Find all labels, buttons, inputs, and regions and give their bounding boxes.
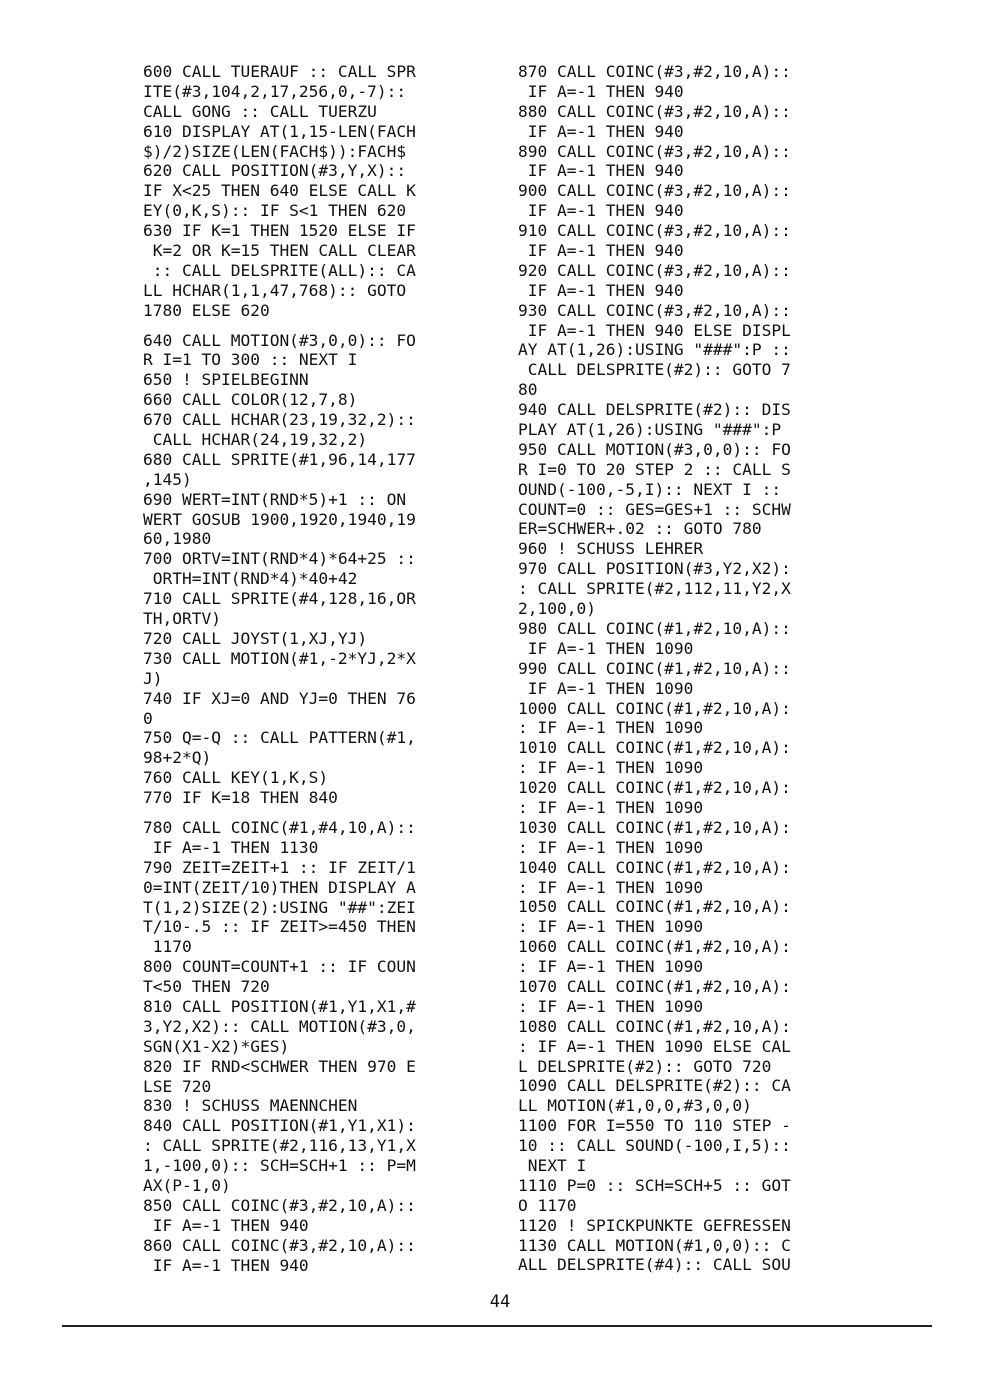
code-line: 730 CALL MOTION(#1,-2*YJ,2*X <box>143 648 416 668</box>
code-line: 650 ! SPIELBEGINN <box>143 370 309 390</box>
code-line: 1090 CALL DELSPRITE(#2):: CA <box>518 1076 791 1096</box>
code-line: 960 ! SCHUSS LEHRER <box>518 539 704 559</box>
code-line: 780 CALL COINC(#1,#4,10,A):: <box>143 817 416 837</box>
code-line: : IF A=-1 THEN 1090 <box>518 837 704 857</box>
code-line: 1,-100,0):: SCH=SCH+1 :: P=M <box>143 1156 416 1176</box>
code-line: 1050 CALL COINC(#1,#2,10,A): <box>518 897 791 917</box>
code-line: SGN(X1-X2)*GES) <box>143 1036 290 1056</box>
code-line: IF A=-1 THEN 940 ELSE DISPL <box>518 320 791 340</box>
code-line: 1780 ELSE 620 <box>143 300 270 320</box>
code-line: ,145) <box>143 469 192 489</box>
code-line: 1130 CALL MOTION(#1,0,0):: C <box>518 1235 791 1255</box>
code-line: AY AT(1,26):USING "###":P :: <box>518 340 791 360</box>
code-line: 600 CALL TUERAUF :: CALL SPR <box>143 62 416 81</box>
code-line: 610 DISPLAY AT(1,15-LEN(FACH <box>143 121 416 141</box>
code-line: 770 IF K=18 THEN 840 <box>143 788 338 808</box>
code-line: 710 CALL SPRITE(#4,128,16,OR <box>143 589 416 609</box>
code-line: AX(P-1,0) <box>143 1175 231 1195</box>
code-line: 800 COUNT=COUNT+1 :: IF COUN <box>143 957 416 977</box>
code-line: 860 CALL COINC(#3,#2,10,A):: <box>143 1235 416 1255</box>
code-line: ALL DELSPRITE(#4):: CALL SOU <box>518 1255 791 1275</box>
code-line: LL MOTION(#1,0,0,#3,0,0) <box>518 1096 752 1116</box>
footer-rule <box>62 1325 932 1327</box>
code-line: 0=INT(ZEIT/10)THEN DISPLAY A <box>143 877 416 897</box>
code-line: $)/2)SIZE(LEN(FACH$)):FACH$ <box>143 141 407 161</box>
code-line: T(1,2)SIZE(2):USING "##":ZEI <box>143 897 416 917</box>
code-line: IF A=-1 THEN 940 <box>518 81 684 101</box>
code-line: : IF A=-1 THEN 1090 <box>518 758 704 778</box>
code-line: 1000 CALL COINC(#1,#2,10,A): <box>518 698 791 718</box>
code-line: 620 CALL POSITION(#3,Y,X):: <box>143 161 407 181</box>
code-line: : IF A=-1 THEN 1090 <box>518 957 704 977</box>
code-line: 98+2*Q) <box>143 748 212 768</box>
code-line: 830 ! SCHUSS MAENNCHEN <box>143 1096 358 1116</box>
code-line: WERT GOSUB 1900,1920,1940,19 <box>143 509 416 529</box>
code-line: : IF A=-1 THEN 1090 <box>518 797 704 817</box>
code-line: PLAY AT(1,26):USING "###":P <box>518 420 782 440</box>
code-line: : IF A=-1 THEN 1090 <box>518 996 704 1016</box>
code-line: 10 :: CALL SOUND(-100,I,5):: <box>518 1136 791 1156</box>
code-line: 1110 P=0 :: SCH=SCH+5 :: GOT <box>518 1175 791 1195</box>
code-line: 3,Y2,X2):: CALL MOTION(#3,0, <box>143 1016 416 1036</box>
code-line: NEXT I <box>518 1155 587 1175</box>
code-line: : IF A=-1 THEN 1090 <box>518 718 704 738</box>
code-line: CALL HCHAR(24,19,32,2) <box>143 430 368 450</box>
code-line: 660 CALL COLOR(12,7,8) <box>143 390 358 410</box>
code-line: 80 <box>518 380 538 400</box>
code-line: 2,100,0) <box>518 599 596 619</box>
code-line: IF X<25 THEN 640 ELSE CALL K <box>143 181 416 201</box>
code-line: 1060 CALL COINC(#1,#2,10,A): <box>518 937 791 957</box>
code-line: OUND(-100,-5,I):: NEXT I :: <box>518 479 782 499</box>
code-line: IF A=-1 THEN 1130 <box>143 837 319 857</box>
code-line: K=2 OR K=15 THEN CALL CLEAR <box>143 241 416 261</box>
code-line: J) <box>143 668 163 688</box>
code-line: IF A=-1 THEN 940 <box>518 201 684 221</box>
code-line: IF A=-1 THEN 1090 <box>518 638 694 658</box>
code-line: 870 CALL COINC(#3,#2,10,A):: <box>518 62 791 81</box>
code-line: COUNT=0 :: GES=GES+1 :: SCHW <box>518 499 791 519</box>
code-line: 950 CALL MOTION(#3,0,0):: FO <box>518 439 791 459</box>
code-line: 680 CALL SPRITE(#1,96,14,177 <box>143 449 416 469</box>
code-line: R I=0 TO 20 STEP 2 :: CALL S <box>518 459 791 479</box>
code-line: 750 Q=-Q :: CALL PATTERN(#1, <box>143 728 416 748</box>
code-line: LSE 720 <box>143 1076 212 1096</box>
code-line: :: CALL DELSPRITE(ALL):: CA <box>143 260 416 280</box>
code-line: IF A=-1 THEN 940 <box>518 241 684 261</box>
code-line: 60,1980 <box>143 529 212 549</box>
code-line: IF A=-1 THEN 940 <box>518 161 684 181</box>
code-line: 840 CALL POSITION(#1,Y1,X1): <box>143 1116 416 1136</box>
code-line: 1080 CALL COINC(#1,#2,10,A): <box>518 1016 791 1036</box>
code-line: : CALL SPRITE(#2,112,11,Y2,X <box>518 579 791 599</box>
code-line: 940 CALL DELSPRITE(#2):: DIS <box>518 400 791 420</box>
code-line: IF A=-1 THEN 940 <box>518 121 684 141</box>
code-line: 760 CALL KEY(1,K,S) <box>143 768 329 788</box>
code-line: 1100 FOR I=550 TO 110 STEP - <box>518 1116 791 1136</box>
code-line: 820 IF RND<SCHWER THEN 970 E <box>143 1056 416 1076</box>
right-code-column <box>518 62 863 1275</box>
code-line: ORTH=INT(RND*4)*40+42 <box>143 569 358 589</box>
code-line: 1020 CALL COINC(#1,#2,10,A): <box>518 778 791 798</box>
code-line: 630 IF K=1 THEN 1520 ELSE IF <box>143 221 416 241</box>
code-line: 640 CALL MOTION(#3,0,0):: FO <box>143 330 416 350</box>
code-line: O 1170 <box>518 1195 577 1215</box>
code-line: 900 CALL COINC(#3,#2,10,A):: <box>518 181 791 201</box>
code-line: 740 IF XJ=0 AND YJ=0 THEN 76 <box>143 688 416 708</box>
code-line: : IF A=-1 THEN 1090 <box>518 917 704 937</box>
code-line: 910 CALL COINC(#3,#2,10,A):: <box>518 221 791 241</box>
code-line: 810 CALL POSITION(#1,Y1,X1,# <box>143 996 416 1016</box>
code-line: 1070 CALL COINC(#1,#2,10,A): <box>518 976 791 996</box>
code-line: T<50 THEN 720 <box>143 977 270 997</box>
code-line: L DELSPRITE(#2):: GOTO 720 <box>518 1056 772 1076</box>
code-line: T/10-.5 :: IF ZEIT>=450 THEN <box>143 917 416 937</box>
code-line: 1030 CALL COINC(#1,#2,10,A): <box>518 817 791 837</box>
code-line: 1120 ! SPICKPUNKTE GEFRESSEN <box>518 1215 791 1235</box>
code-line: IF A=-1 THEN 940 <box>518 280 684 300</box>
code-line: EY(0,K,S):: IF S<1 THEN 620 <box>143 201 407 221</box>
code-line: IF A=-1 THEN 940 <box>143 1255 309 1275</box>
code-line: 990 CALL COINC(#1,#2,10,A):: <box>518 658 791 678</box>
code-line: CALL GONG :: CALL TUERZU <box>143 101 377 121</box>
code-line: 1170 <box>143 937 192 957</box>
code-line: ITE(#3,104,2,17,256,0,-7):: <box>143 81 407 101</box>
code-line: IF A=-1 THEN 940 <box>143 1215 309 1235</box>
code-line: 970 CALL POSITION(#3,Y2,X2): <box>518 559 791 579</box>
code-line: 790 ZEIT=ZEIT+1 :: IF ZEIT/1 <box>143 857 416 877</box>
left-code-column <box>143 62 488 1275</box>
code-line: : IF A=-1 THEN 1090 ELSE CAL <box>518 1036 791 1056</box>
code-line: 850 CALL COINC(#3,#2,10,A):: <box>143 1195 416 1215</box>
code-line: 1040 CALL COINC(#1,#2,10,A): <box>518 857 791 877</box>
page-number: 44 <box>489 1292 511 1312</box>
code-line: 670 CALL HCHAR(23,19,32,2):: <box>143 410 416 430</box>
code-line: CALL DELSPRITE(#2):: GOTO 7 <box>518 360 791 380</box>
code-line: 890 CALL COINC(#3,#2,10,A):: <box>518 141 791 161</box>
code-line: 880 CALL COINC(#3,#2,10,A):: <box>518 101 791 121</box>
code-line: 720 CALL JOYST(1,XJ,YJ) <box>143 628 368 648</box>
code-line: IF A=-1 THEN 1090 <box>518 678 694 698</box>
code-line: 700 ORTV=INT(RND*4)*64+25 :: <box>143 549 416 569</box>
code-line: 980 CALL COINC(#1,#2,10,A):: <box>518 618 791 638</box>
code-line: 0 <box>143 708 153 728</box>
code-line: 930 CALL COINC(#3,#2,10,A):: <box>518 300 791 320</box>
code-line: R I=1 TO 300 :: NEXT I <box>143 350 358 370</box>
code-line: ER=SCHWER+.02 :: GOTO 780 <box>518 519 762 539</box>
code-line: 1010 CALL COINC(#1,#2,10,A): <box>518 738 791 758</box>
code-line: TH,ORTV) <box>143 609 221 629</box>
code-line: 690 WERT=INT(RND*5)+1 :: ON <box>143 489 407 509</box>
code-line: : IF A=-1 THEN 1090 <box>518 877 704 897</box>
code-line: : CALL SPRITE(#2,116,13,Y1,X <box>143 1136 416 1156</box>
code-line: LL HCHAR(1,1,47,768):: GOTO <box>143 280 407 300</box>
code-line: 920 CALL COINC(#3,#2,10,A):: <box>518 260 791 280</box>
